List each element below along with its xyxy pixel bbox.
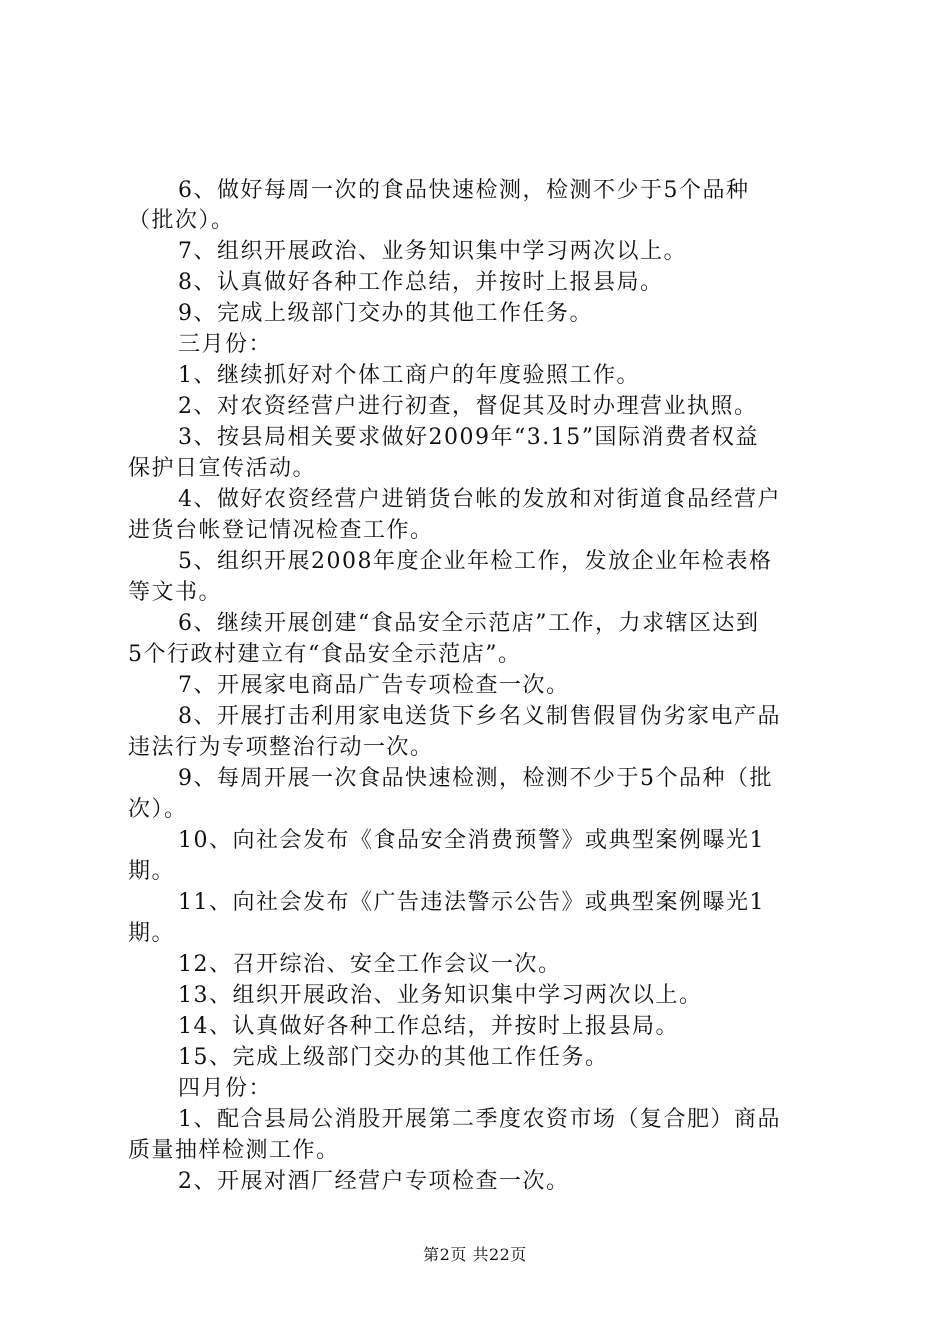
section-heading: 三月份： <box>178 332 273 357</box>
text-line: 7、开展家电商品广告专项检查一次。 <box>178 673 570 698</box>
text-line: 6、继续开展创建“食品安全示范店”工作，力求辖区达到 <box>178 611 760 636</box>
text-line: 8、开展打击利用家电送货下乡名义制售假冒伪劣家电产品 <box>178 704 781 729</box>
text-line: 保护日宣传活动。 <box>128 456 317 481</box>
text-line: 12、召开综治、安全工作会议一次。 <box>178 952 562 977</box>
text-line: 4、做好农资经营户进销货台帐的发放和对街道食品经营户 <box>178 487 781 512</box>
text-line: 5个行政村建立有“食品安全示范店”。 <box>128 642 522 667</box>
text-line: （批次）。 <box>128 208 235 233</box>
text-line: 违法行为专项整治行动一次。 <box>128 735 434 760</box>
text-line: 期。 <box>128 859 176 884</box>
text-line: 期。 <box>128 921 176 946</box>
text-line: 质量抽样检测工作。 <box>128 1138 340 1163</box>
text-line: 15、完成上级部门交办的其他工作任务。 <box>178 1045 609 1070</box>
text-line: 11、向社会发布《广告违法警示公告》或典型案例曝光1 <box>178 890 765 915</box>
text-line: 7、组织开展政治、业务知识集中学习两次以上。 <box>178 239 687 264</box>
section-heading: 四月份： <box>178 1076 273 1101</box>
page-number-footer: 第2页 共22页 <box>423 1245 527 1264</box>
text-line: 9、每周开展一次食品快速检测，检测不少于5个品种（批 <box>178 766 773 791</box>
text-line: 14、认真做好各种工作总结，并按时上报县局。 <box>178 1014 679 1039</box>
text-line: 5、组织开展2008年度企业年检工作，发放企业年检表格 <box>178 549 773 574</box>
text-line: 进货台帐登记情况检查工作。 <box>128 518 434 543</box>
text-line: 9、完成上级部门交办的其他工作任务。 <box>178 301 593 326</box>
text-line: 10、向社会发布《食品安全消费预警》或典型案例曝光1 <box>178 828 765 853</box>
text-line: 1、配合县局公消股开展第二季度农资市场（复合肥）商品 <box>178 1107 781 1132</box>
text-line: 1、继续抓好对个体工商户的年度验照工作。 <box>178 363 640 388</box>
text-line: 6、做好每周一次的食品快速检测，检测不少于5个品种 <box>178 178 750 203</box>
text-line: 3、按县局相关要求做好2009年“3.15”国际消费者权益 <box>178 425 759 450</box>
text-line: 等文书。 <box>128 580 223 605</box>
text-line: 次）。 <box>128 797 188 822</box>
text-line: 2、开展对酒厂经营户专项检查一次。 <box>178 1169 570 1194</box>
text-line: 13、组织开展政治、业务知识集中学习两次以上。 <box>178 983 703 1008</box>
text-line: 8、认真做好各种工作总结，并按时上报县局。 <box>178 270 664 295</box>
text-line: 2、对农资经营户进行初查，督促其及时办理营业执照。 <box>178 394 758 419</box>
